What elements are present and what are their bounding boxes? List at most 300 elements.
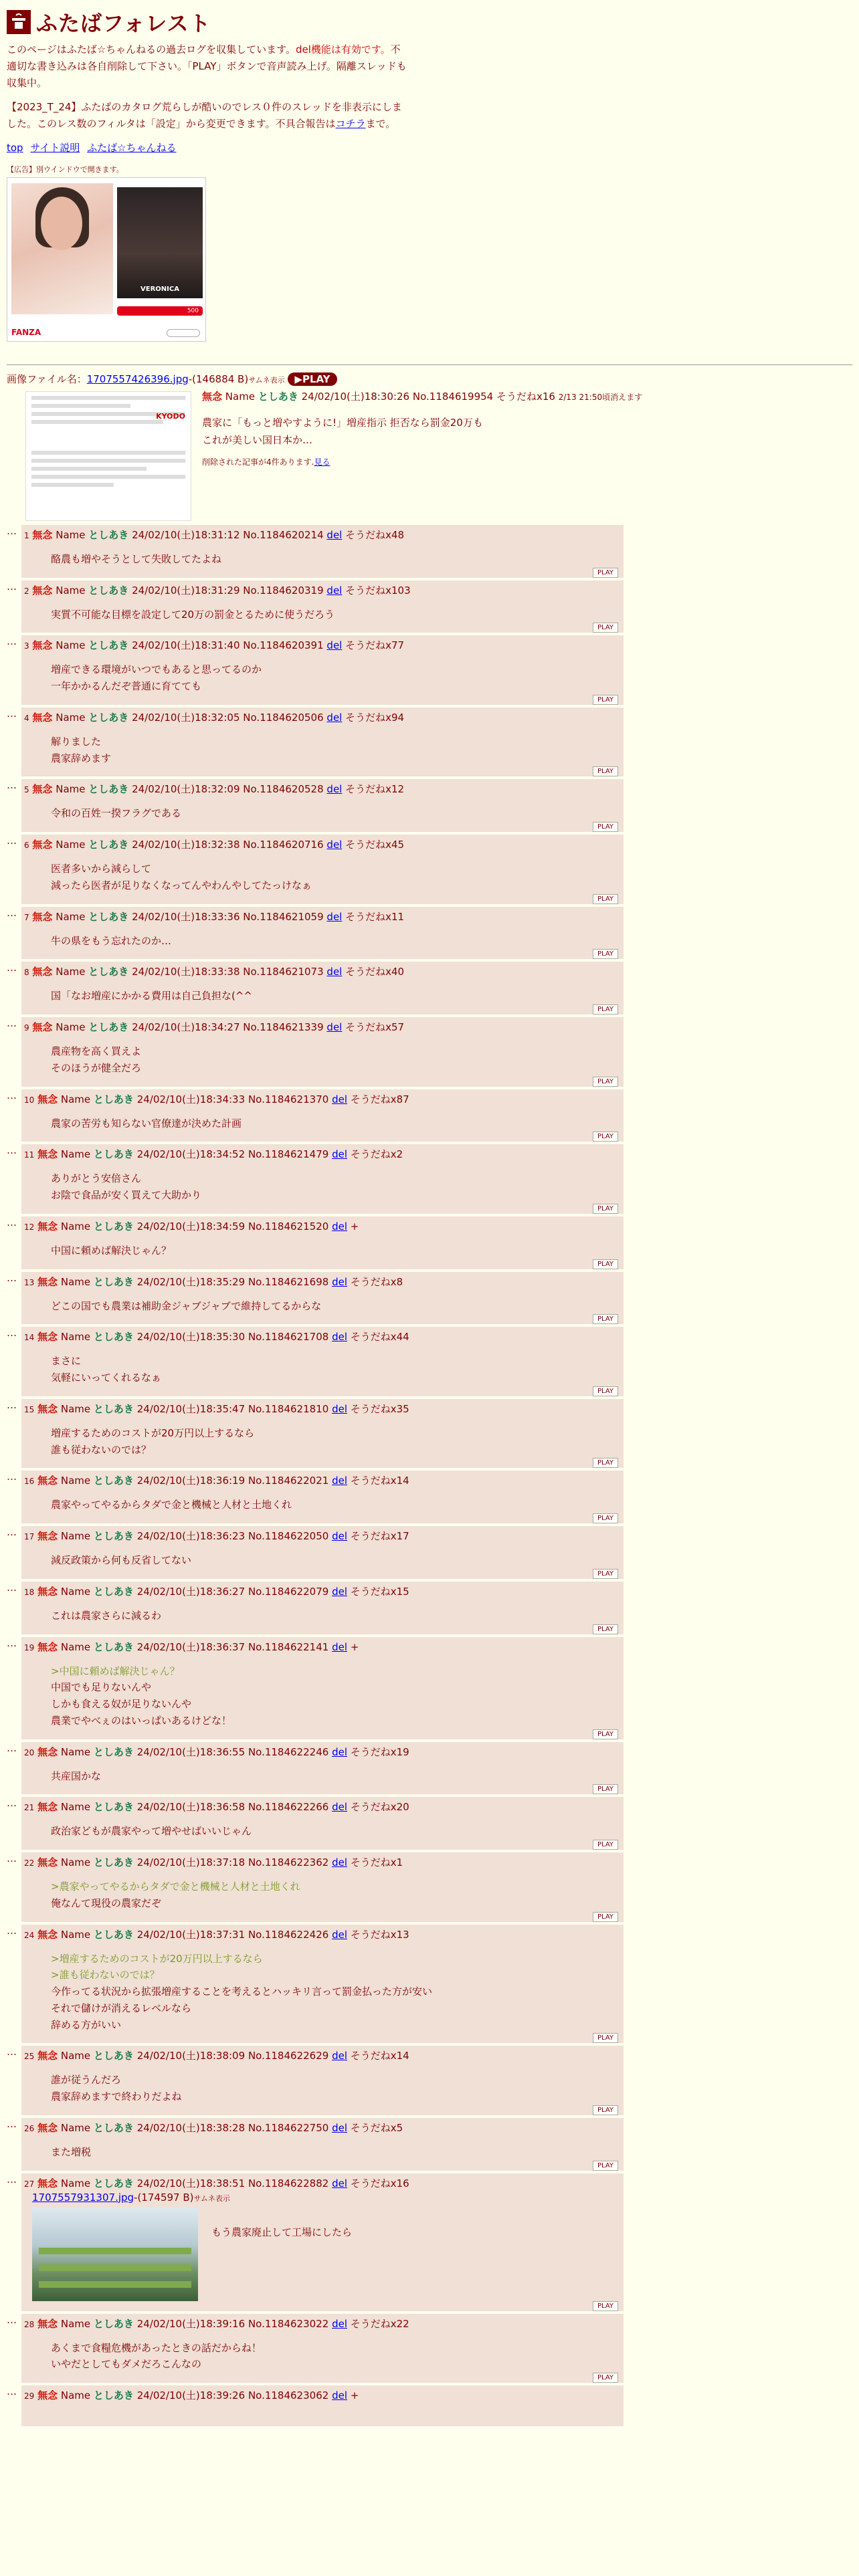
reply-play-area	[24, 1004, 621, 1014]
intro-paragraph-2	[7, 99, 408, 132]
intro-text: 隔離スレッドも収集中。	[7, 60, 407, 89]
reply-datetime: 24/02/10(土)18:33:38	[132, 966, 240, 978]
reply-number[interactable]: No.1184621059	[243, 910, 324, 923]
reply-play-button[interactable]: PLAY	[593, 623, 618, 633]
message-line: 中国でも足りないんや	[51, 1681, 152, 1694]
reply-name-label: Name	[60, 1585, 91, 1598]
message-line: 政治家どもが農家やって増やせばいいじゃん	[51, 1825, 252, 1838]
reply-message	[51, 661, 621, 695]
reply-play-button[interactable]: PLAY	[593, 1204, 618, 1214]
quote-line: >誰も従わないのでは？	[51, 1969, 160, 1981]
reply-menu-icon[interactable]: …	[7, 2173, 17, 2185]
nav-top-link[interactable]: top	[7, 141, 23, 154]
reply-header	[24, 964, 621, 980]
reply-menu-icon[interactable]: …	[7, 2117, 17, 2130]
del-link[interactable]: del	[326, 839, 343, 851]
sodane-button[interactable]: そうだねx20	[350, 1801, 409, 1814]
reply-subject: 無念	[37, 1275, 58, 1288]
reply-play-button[interactable]: PLAY	[593, 822, 618, 832]
reply-play-area	[24, 1729, 621, 1739]
reply-subject: 無念	[37, 1585, 58, 1598]
ad-image-left	[11, 183, 113, 314]
top-nav	[7, 140, 852, 154]
reply-post	[21, 1582, 624, 1634]
message-line: そのほうが健全だろ	[51, 1061, 142, 1074]
reply-menu-icon[interactable]: …	[7, 1852, 17, 1864]
reply-serial: 10	[24, 1095, 35, 1105]
reply-name-label: Name	[60, 1275, 91, 1288]
file-size: -(174597 B)	[134, 2191, 194, 2204]
reply-message	[51, 805, 621, 822]
reply-menu-icon[interactable]: …	[7, 635, 17, 648]
del-link[interactable]: del	[326, 783, 343, 796]
del-link[interactable]: del	[332, 1220, 347, 1232]
reply-play-area	[24, 568, 621, 578]
reply-post	[21, 1797, 624, 1850]
message-line: 酪農も増やそうとして失敗してたよね	[51, 552, 222, 565]
reply-name: としあき	[88, 639, 129, 652]
reply-menu-icon[interactable]: …	[7, 1144, 17, 1157]
sodane-button[interactable]: そうだねx14	[350, 1475, 409, 1487]
reply-number[interactable]: No.1184621370	[248, 1093, 329, 1105]
reply-datetime: 24/02/10(土)18:37:18	[136, 1856, 246, 1868]
sodane-button[interactable]: そうだねx12	[345, 783, 405, 796]
reply-number[interactable]: No.1184621520	[248, 1220, 329, 1232]
reply-menu-icon[interactable]: …	[7, 1471, 17, 1483]
thumb-note: サムネ表示	[193, 2193, 230, 2203]
reply-menu-icon[interactable]: …	[7, 1636, 17, 1649]
reply-row	[7, 1399, 852, 1469]
sodane-button[interactable]: そうだねx87	[350, 1093, 409, 1105]
reply-row	[7, 1017, 852, 1087]
reply-play-button[interactable]: PLAY	[593, 2301, 618, 2311]
reply-play-button[interactable]: PLAY	[593, 1458, 618, 1468]
del-link[interactable]: del	[332, 1585, 347, 1598]
reply-name: としあき	[93, 1402, 134, 1415]
sodane-button[interactable]: そうだねx5	[350, 2121, 403, 2134]
reply-row	[7, 1582, 852, 1634]
reply-subject: 無念	[37, 1928, 58, 1941]
reply-number[interactable]: No.1184622246	[248, 1745, 329, 1758]
reply-menu-icon[interactable]: …	[7, 1797, 17, 1810]
reply-row	[7, 2314, 852, 2383]
reply-menu-icon[interactable]: …	[7, 962, 17, 974]
reply-play-button[interactable]: PLAY	[593, 766, 618, 776]
reply-play-button[interactable]: PLAY	[593, 1077, 618, 1087]
nav-futaba-link[interactable]: ふたば☆ちゃんねる	[87, 141, 177, 154]
del-link[interactable]: del	[332, 2317, 347, 2330]
reply-serial: 22	[24, 1858, 35, 1868]
thread-image-link[interactable]: 1707557426396.jpg	[86, 372, 189, 385]
message-line: 一年かかるんだぞ普通に育てても	[51, 680, 202, 692]
reply-post	[21, 835, 624, 904]
del-link[interactable]: del	[332, 1475, 347, 1487]
reply-menu-icon[interactable]: …	[7, 2385, 17, 2397]
reply-number[interactable]: No.1184623062	[248, 2389, 329, 2401]
del-link[interactable]: del	[332, 1148, 347, 1161]
del-link[interactable]: del	[332, 2177, 347, 2189]
reply-row	[7, 2046, 852, 2115]
del-link[interactable]: del	[332, 1530, 347, 1542]
del-link[interactable]: del	[332, 2121, 347, 2134]
message-line: 農家辞めます	[51, 752, 112, 764]
reply-post	[21, 1216, 624, 1269]
reply-name: としあき	[93, 2317, 134, 2330]
reply-number[interactable]: No.1184622266	[248, 1801, 329, 1814]
del-link[interactable]: del	[326, 966, 343, 978]
sodane-button[interactable]: そうだねx44	[350, 1331, 409, 1344]
reply-menu-icon[interactable]: …	[7, 2313, 17, 2326]
reply-datetime: 24/02/10(土)18:32:05	[132, 711, 240, 724]
op-number[interactable]: No.1184619954	[412, 390, 494, 403]
del-link[interactable]: del	[332, 1402, 347, 1415]
sodane-button[interactable]: そうだねx1	[350, 1856, 403, 1868]
reply-number[interactable]: No.1184621479	[248, 1148, 329, 1161]
reply-name: としあき	[93, 1331, 134, 1344]
reply-play-button[interactable]: PLAY	[593, 695, 618, 705]
sodane-button[interactable]: そうだねx17	[350, 1530, 409, 1542]
sodane-button[interactable]: そうだねx13	[350, 1928, 409, 1941]
reply-header	[24, 909, 621, 925]
reply-menu-icon[interactable]: …	[7, 1398, 17, 1411]
del-link[interactable]: del	[332, 2050, 347, 2062]
op-thumbnail[interactable]	[25, 391, 191, 521]
ad-banner[interactable]	[7, 177, 206, 342]
reply-row	[7, 1471, 852, 1523]
reply-message	[211, 2225, 352, 2301]
reply-number[interactable]: No.1184621339	[243, 1021, 324, 1033]
reply-subject: 無念	[37, 1093, 58, 1105]
reply-subject: 無念	[37, 1640, 58, 1653]
op-post	[7, 389, 852, 522]
reply-row	[7, 1272, 852, 1325]
reply-number[interactable]: No.1184621698	[248, 1275, 329, 1288]
reply-name: としあき	[93, 1856, 134, 1868]
reply-header	[24, 1473, 621, 1489]
reply-datetime: 24/02/10(土)18:36:19	[136, 1475, 246, 1487]
reply-image-link[interactable]: 1707557931307.jpg	[32, 2191, 134, 2204]
message-line: 医者多いから減らして	[51, 863, 152, 875]
reply-subject: 無念	[32, 711, 53, 724]
reply-number[interactable]: No.1184620506	[243, 711, 324, 724]
reply-name-label: Name	[60, 1856, 91, 1868]
intro-text: 不適切な書き込みは各自削除して下さい。「PLAY」ボタンで音声読み上げ。	[7, 43, 401, 72]
reply-message	[51, 2411, 621, 2426]
reply-number[interactable]: No.1184623022	[248, 2317, 329, 2330]
reply-play-button[interactable]: PLAY	[593, 2033, 618, 2043]
sodane-button[interactable]: そうだねx8	[350, 1275, 403, 1288]
reply-header	[24, 1529, 621, 1544]
op-expire: 2/13 21:50頃消えます	[558, 392, 643, 402]
reply-play-area	[24, 1386, 621, 1396]
show-deleted-link[interactable]: 見る	[314, 457, 330, 467]
reply-menu-icon[interactable]: …	[7, 2046, 17, 2058]
deleted-note-text: 削除された記事が4件あります.	[202, 457, 314, 467]
reply-play-button[interactable]: PLAY	[593, 1314, 618, 1324]
sodane-button[interactable]: +	[350, 1220, 359, 1232]
reply-number[interactable]: No.1184620528	[243, 783, 324, 796]
op-message-line: 農家に「もっと増やすように!」増産指示 拒否なら罰金20万も	[202, 417, 483, 429]
reply-number[interactable]: No.1184622141	[248, 1640, 329, 1653]
message-line: いやだとしてもダメだろこんなの	[51, 2358, 202, 2371]
message-line: 解りました	[51, 735, 102, 748]
reply-play-button[interactable]: PLAY	[593, 1569, 618, 1579]
reply-post	[21, 962, 624, 1014]
op-name-label: Name	[225, 390, 256, 403]
reply-serial: 11	[24, 1150, 35, 1160]
reply-post	[21, 1272, 624, 1325]
reply-number[interactable]: No.1184621810	[248, 1402, 329, 1415]
reply-datetime: 24/02/10(土)18:34:33	[136, 1093, 246, 1105]
reply-post	[21, 779, 624, 832]
sodane-button[interactable]: +	[350, 2389, 359, 2401]
reply-number[interactable]: No.1184620391	[243, 639, 324, 652]
sodane-button[interactable]: そうだねx19	[350, 1745, 409, 1758]
thread-play-button[interactable]: ▶PLAY	[288, 372, 337, 386]
reply-number[interactable]: No.1184622426	[248, 1928, 329, 1941]
sodane-button[interactable]: そうだねx57	[345, 1021, 405, 1033]
reply-menu-icon[interactable]: …	[7, 707, 17, 720]
reply-post	[21, 1526, 624, 1579]
sodane-button[interactable]: そうだねx16	[350, 2177, 409, 2189]
reply-name: としあき	[93, 1475, 134, 1487]
reply-play-button[interactable]: PLAY	[593, 1912, 618, 1922]
reply-play-button[interactable]: PLAY	[593, 1386, 618, 1396]
reply-number[interactable]: No.1184622750	[248, 2121, 329, 2134]
reply-play-area	[24, 1840, 621, 1850]
reply-number[interactable]: No.1184622050	[248, 1530, 329, 1542]
del-link[interactable]: del	[326, 910, 343, 923]
message-line: 共産国かな	[51, 1769, 102, 1782]
reply-datetime: 24/02/10(土)18:38:28	[136, 2121, 246, 2134]
sodane-button[interactable]: そうだねx35	[350, 1402, 409, 1415]
reply-play-button[interactable]: PLAY	[593, 1784, 618, 1794]
reply-menu-icon[interactable]: …	[7, 524, 17, 537]
sodane-button[interactable]: そうだねx40	[345, 966, 405, 978]
reply-row	[7, 1327, 852, 1396]
reply-menu-icon[interactable]: …	[7, 1216, 17, 1228]
reply-menu-icon[interactable]: …	[7, 1741, 17, 1754]
op-sodane[interactable]: そうだねx16	[496, 390, 555, 403]
reply-header	[24, 2121, 621, 2136]
reply-subject: 無念	[32, 528, 53, 541]
del-link[interactable]: del	[326, 1021, 343, 1033]
reply-play-button[interactable]: PLAY	[593, 1624, 618, 1634]
reply-serial: 26	[24, 2123, 35, 2133]
reply-message	[51, 2072, 621, 2105]
reply-menu-icon[interactable]: …	[7, 1017, 17, 1029]
reply-subject: 無念	[37, 1530, 58, 1542]
reply-post	[21, 2046, 624, 2115]
sodane-button[interactable]: そうだねx45	[345, 839, 405, 851]
reply-number[interactable]: No.1184622021	[248, 1475, 329, 1487]
message-line: 増産するためのコストが20万円以上するなら	[51, 1426, 255, 1439]
reply-name: としあき	[93, 1801, 134, 1814]
reply-serial: 21	[24, 1803, 35, 1813]
reply-number[interactable]: No.1184622629	[248, 2050, 329, 2062]
reply-number[interactable]: No.1184620214	[243, 528, 324, 541]
quote-line: >増産するためのコストが20万円以上するなら	[51, 1952, 263, 1965]
reply-file-line	[32, 2191, 621, 2204]
reply-name-label: Name	[60, 2317, 91, 2330]
del-link[interactable]: del	[326, 711, 343, 724]
reply-row	[7, 1526, 852, 1579]
reply-play-area	[24, 2105, 621, 2115]
reply-serial: 12	[24, 1222, 35, 1232]
file-label: 画像ファイル名：	[7, 372, 87, 385]
reply-list	[7, 525, 852, 2426]
reply-message	[51, 1823, 621, 1840]
ad-note: 【広告】別ウインドウで開きます。	[7, 165, 124, 174]
sodane-button[interactable]: そうだねx15	[350, 1585, 409, 1598]
reply-message	[51, 607, 621, 623]
reply-play-area	[24, 2301, 621, 2311]
del-link[interactable]: del	[332, 1928, 347, 1941]
reply-number[interactable]: No.1184620716	[243, 839, 324, 851]
reply-menu-icon[interactable]: …	[7, 1089, 17, 1101]
reply-menu-icon[interactable]: …	[7, 906, 17, 919]
reply-play-button[interactable]: PLAY	[593, 1513, 618, 1523]
del-link[interactable]: del	[326, 528, 343, 541]
reply-menu-icon[interactable]: …	[7, 1327, 17, 1339]
reply-header	[24, 583, 621, 599]
del-link[interactable]: del	[326, 639, 343, 652]
del-link[interactable]: del	[332, 1856, 347, 1868]
sodane-button[interactable]: +	[350, 1640, 359, 1653]
reply-number[interactable]: No.1184622882	[248, 2177, 329, 2189]
reply-play-button[interactable]: PLAY	[593, 2105, 618, 2115]
message-line: 誰も従わないのでは？	[51, 1443, 152, 1456]
reply-datetime: 24/02/10(土)18:36:58	[136, 1801, 246, 1814]
reply-play-button[interactable]: PLAY	[593, 1259, 618, 1269]
sodane-button[interactable]: そうだねx14	[350, 2050, 409, 2062]
message-line: 農産物を高く買えよ	[51, 1045, 142, 1057]
reply-header	[24, 1147, 621, 1162]
reply-name: としあき	[88, 966, 129, 978]
reply-name: としあき	[93, 1530, 134, 1542]
reply-menu-icon[interactable]: …	[7, 835, 17, 847]
reply-menu-icon[interactable]: …	[7, 580, 17, 593]
reply-row	[7, 525, 852, 578]
reply-play-button[interactable]: PLAY	[593, 568, 618, 578]
thumb-note: サムネ表示	[248, 375, 285, 385]
sodane-button[interactable]: そうだねx77	[345, 639, 405, 652]
reply-play-button[interactable]: PLAY	[593, 1840, 618, 1850]
reply-menu-icon[interactable]: …	[7, 1526, 17, 1538]
reply-play-area	[24, 1077, 621, 1087]
reply-play-button[interactable]: PLAY	[593, 1729, 618, 1739]
reply-play-button[interactable]: PLAY	[593, 2373, 618, 2383]
reply-datetime: 24/02/10(土)18:31:29	[132, 584, 240, 597]
del-link[interactable]: del	[332, 2389, 347, 2401]
sodane-button[interactable]: そうだねx48	[345, 528, 405, 541]
reply-name: としあき	[88, 910, 129, 923]
reply-play-button[interactable]: PLAY	[593, 1132, 618, 1142]
sodane-button[interactable]: そうだねx94	[345, 711, 405, 724]
reply-serial: 28	[24, 2319, 35, 2329]
message-line: 増産できる環境がいつでもあると思ってるのか	[51, 663, 262, 676]
del-link[interactable]: del	[332, 1801, 347, 1814]
reply-post	[21, 1637, 624, 1739]
reply-serial: 8	[24, 968, 29, 978]
reply-number[interactable]: No.1184621708	[248, 1331, 329, 1344]
reply-subject: 無念	[37, 1220, 58, 1232]
reply-play-button[interactable]: PLAY	[593, 894, 618, 904]
reply-datetime: 24/02/10(土)18:31:12	[132, 528, 240, 541]
del-link[interactable]: del	[332, 1093, 347, 1105]
message-line: 実質不可能な目標を設定して20万の罰金とるために使うだろう	[51, 608, 335, 621]
reply-serial: 24	[24, 1930, 35, 1940]
thread-file-line	[7, 372, 852, 386]
reply-play-button[interactable]: PLAY	[593, 1004, 618, 1014]
reply-menu-icon[interactable]: …	[7, 1271, 17, 1284]
bug-report-link[interactable]: コチラ	[335, 118, 366, 130]
del-link[interactable]: del	[332, 1640, 347, 1653]
reply-number[interactable]: No.1184621073	[243, 966, 324, 978]
reply-number[interactable]: No.1184620319	[243, 584, 324, 597]
reply-header	[24, 638, 621, 653]
reply-play-button[interactable]: PLAY	[593, 949, 618, 959]
message-line: また増税	[51, 2145, 92, 2158]
reply-row	[7, 1797, 852, 1850]
reply-number[interactable]: No.1184622362	[248, 1856, 329, 1868]
sodane-button[interactable]: そうだねx103	[345, 584, 411, 597]
sodane-button[interactable]: そうだねx2	[350, 1148, 403, 1161]
quote-line: >農家やってやるからタダで金と機械と人材と土地くれ	[51, 1881, 300, 1893]
reply-post	[21, 2385, 624, 2426]
message-line: まさに	[51, 1355, 82, 1368]
sodane-button[interactable]: そうだねx11	[345, 910, 405, 923]
reply-message	[51, 861, 621, 894]
del-link[interactable]: del	[332, 1275, 347, 1288]
reply-thumbnail[interactable]	[32, 2208, 198, 2301]
op-name: としあき	[258, 390, 298, 403]
ad-brand: FANZA	[11, 327, 41, 337]
reply-menu-icon[interactable]: …	[7, 1581, 17, 1594]
reply-serial: 1	[24, 530, 29, 540]
del-link[interactable]: del	[326, 584, 343, 597]
reply-menu-icon[interactable]: …	[7, 779, 17, 792]
reply-name: としあき	[93, 2121, 134, 2134]
reply-subject: 無念	[37, 2050, 58, 2062]
futaba-logo-icon[interactable]	[7, 10, 31, 34]
del-link[interactable]: del	[332, 1331, 347, 1344]
reply-datetime: 24/02/10(土)18:34:52	[136, 1148, 246, 1161]
del-link[interactable]: del	[332, 1745, 347, 1758]
message-line: 農家やってやるからタダで金と機械と人材と土地くれ	[51, 1499, 292, 1511]
reply-datetime: 24/02/10(土)18:38:09	[136, 2050, 246, 2062]
reply-message	[51, 1497, 621, 1513]
reply-serial: 16	[24, 1477, 35, 1487]
message-line: 減反政策から何も反省してない	[51, 1554, 192, 1566]
reply-datetime: 24/02/10(土)18:35:29	[136, 1275, 246, 1288]
reply-menu-icon[interactable]: …	[7, 1924, 17, 1937]
reply-message	[51, 933, 621, 950]
reply-message	[51, 1298, 621, 1315]
reply-subject: 無念	[37, 1745, 58, 1758]
reply-row	[7, 1852, 852, 1922]
nav-about-link[interactable]: サイト説明	[30, 141, 80, 154]
reply-subject: 無念	[32, 839, 53, 851]
reply-number[interactable]: No.1184622079	[248, 1585, 329, 1598]
reply-play-button[interactable]: PLAY	[593, 2161, 618, 2171]
reply-name-label: Name	[56, 783, 86, 796]
reply-message	[51, 734, 621, 767]
reply-post	[21, 525, 624, 578]
reply-serial: 3	[24, 641, 29, 651]
ad-more-icon	[167, 329, 200, 337]
sodane-button[interactable]: そうだねx22	[350, 2317, 409, 2330]
